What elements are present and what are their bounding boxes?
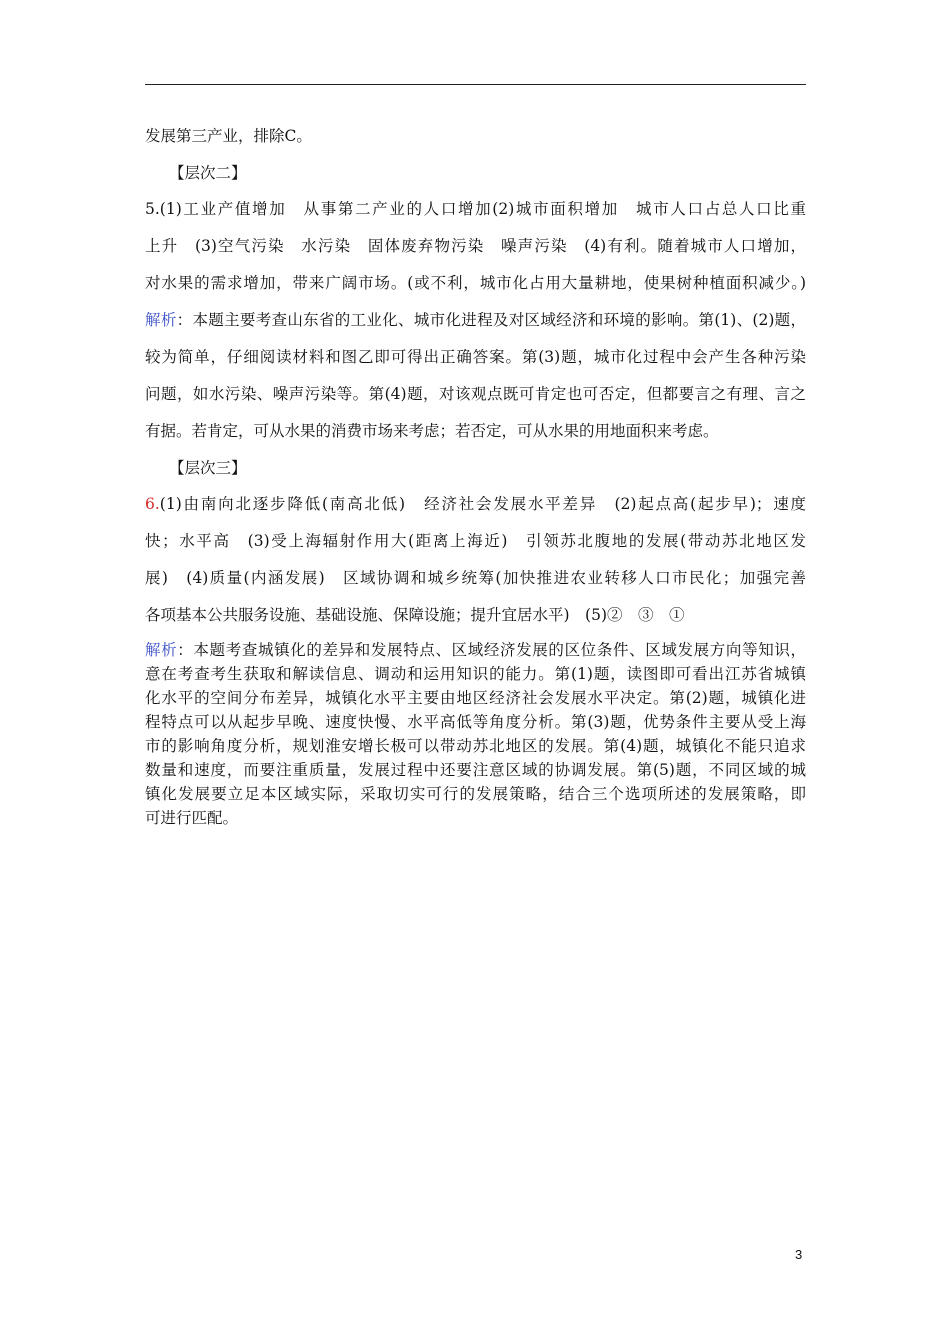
q6-line-2: 快；水平高 (3)受上海辐射作用大(距离上海近) 引领苏北腹地的发展(带动苏北地区发 (145, 532, 806, 550)
question-6-analysis (145, 638, 806, 830)
question-5-answer (145, 191, 806, 302)
q5-line-2: 上升 (3)空气污染 水污染 固体废弃物污染 噪声污染 (4)有利。随着城市人口增加， (145, 237, 806, 255)
q5-analysis-line-3: 问题，如水污染、噪声污染等。第(4)题，对该观点既可肯定也可否定，但都要言之有理、言之 (145, 385, 806, 403)
q6-analysis-line-3: 化水平的空间分布差异，城镇化水平主要由地区经济社会发展水平决定。第(2)题，城镇化进 (145, 689, 806, 707)
answer-content (145, 118, 806, 830)
level2-heading: 【层次二】 (169, 164, 247, 182)
q5-analysis-line-2: 较为简单，仔细阅读材料和图乙即可得出正确答案。第(3)题，城市化过程中会产生各种污染 (145, 348, 806, 366)
q6-analysis-line-6: 数量和速度，而要注重质量，发展过程中还要注意区域的协调发展。第(5)题，不同区域的城 (145, 761, 806, 779)
page-number: 3 (795, 1247, 803, 1262)
q6-analysis-line-4: 程特点可以从起步早晚、速度快慢、水平高低等角度分析。第(3)题，优势条件主要从受上海 (145, 713, 806, 731)
q6-analysis-line-2: 意在考查考生获取和解读信息、调动和运用知识的能力。第(1)题，读图即可看出江苏省城镇 (145, 665, 806, 683)
q5-line-3: 对水果的需求增加，带来广阔市场。(或不利，城市化占用大量耕地，使果树种植面积减少。) (145, 274, 806, 292)
q6-analysis-line-8: 可进行匹配。 (145, 809, 239, 827)
q5-analysis-label: 解析 (145, 311, 177, 329)
q6-line-4: 各项基本公共服务设施、基础设施、保障设施；提升宜居水平) (5)② ③ ① (145, 606, 685, 624)
q5-line-1: 5.(1)工业产值增加 从事第二产业的人口增加(2)城市面积增加 城市人口占总人口比重 (145, 200, 806, 218)
q6-analysis-label: 解析 (145, 641, 178, 659)
q6-line-1 (145, 486, 806, 523)
q6-line-3: 展) (4)质量(内涵发展) 区域协调和城乡统筹(加快推进农业转移人口市民化；加强完善 (145, 569, 806, 587)
q5-analysis-line-4: 有据。若肯定，可从水果的消费市场来考虑；若否定，可从水果的用地面积来考虑。 (145, 422, 719, 440)
q6-analysis-line-5: 市的影响角度分析，规划淮安增长极可以带动苏北地区的发展。第(4)题，城镇化不能只追求 (145, 737, 806, 755)
q6-analysis-line-1 (145, 638, 806, 662)
q5-analysis-line-1 (145, 302, 806, 339)
question-5-analysis (145, 302, 806, 450)
q6-analysis-text-1: ：本题考查城镇化的差异和发展特点、区域经济发展的区位条件、区域发展方向等知识， (177, 641, 806, 659)
q6-number: 6. (145, 495, 160, 513)
q6-text-1: (1)由南向北逐步降低(南高北低) 经济社会发展水平差异 (2)起点高(起步早)；速度 (159, 495, 806, 513)
header-rule (145, 84, 806, 85)
q5-analysis-text-1: ：本题主要考查山东省的工业化、城市化进程及对区域经济和环境的影响。第(1)、(2)题， (176, 311, 806, 329)
level3-heading: 【层次三】 (169, 459, 247, 477)
question-6-answer (145, 486, 806, 634)
q6-analysis-line-7: 镇化发展要立足本区域实际，采取切实可行的发展策略，结合三个选项所述的发展策略，即 (145, 785, 806, 803)
top-fragment: 发展第三产业，排除C。 (145, 127, 312, 145)
